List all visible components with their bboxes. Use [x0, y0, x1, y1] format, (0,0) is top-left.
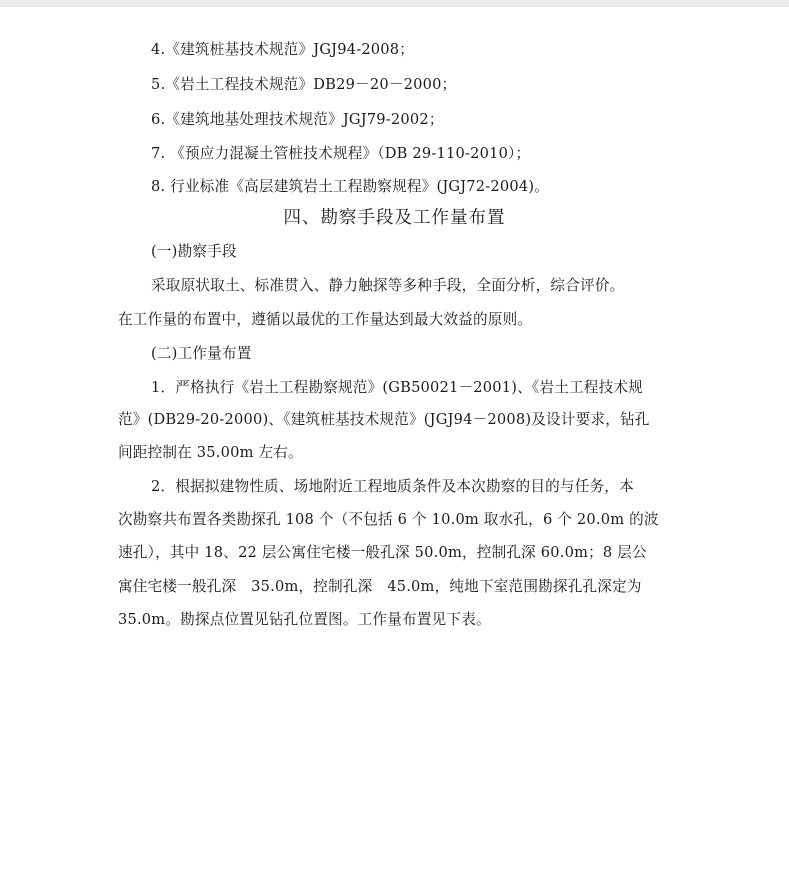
workload-para2-line-3: 速孔），其中 18、22 层公寓住宅楼一般孔深 50.0m，控制孔深 60.0m；8 层公: [118, 544, 647, 561]
workload-para2-line-4: 寓住宅楼一般孔深 35.0m，控制孔深 45.0m，纯地下室范围勘探孔孔深定为: [118, 578, 642, 595]
workload-para2-line-1: 2．根据拟建物性质、场地附近工程地质条件及本次勘察的目的与任务，本: [151, 478, 634, 495]
methods-line-1: 采取原状取土、标准贯入、静力触探等多种手段，全面分析，综合评价。: [151, 277, 625, 294]
reference-item-8: 8. 行业标准《高层建筑岩土工程勘察规程》(JGJ72-2004)。: [151, 178, 550, 195]
subsection-title-workload: (二)工作量布置: [151, 345, 252, 362]
reference-item-5: 5.《岩土工程技术规范》DB29－20－2000；: [151, 76, 457, 93]
reference-item-6: 6.《建筑地基处理技术规范》JGJ79-2002；: [151, 111, 444, 128]
reference-item-7: 7. 《预应力混凝土管桩技术规程》（DB 29-110-2010）；: [151, 145, 531, 162]
reference-item-4: 4.《建筑桩基技术规范》JGJ94-2008；: [151, 41, 415, 58]
subsection-title-methods: (一)勘察手段: [151, 243, 237, 260]
workload-para2-line-2: 次勘察共布置各类勘探孔 108 个（不包括 6 个 10.0m 取水孔，6 个 20.0m 的波: [118, 511, 659, 528]
workload-para1-line-1: 1．严格执行《岩土工程勘察规范》(GB50021－2001)、《岩土工程技术规: [151, 379, 643, 396]
workload-para1-line-2: 范》(DB29-20-2000)、《建筑桩基技术规范》(JGJ94－2008)及设计要求，钻孔: [118, 411, 650, 428]
workload-para2-line-5: 35.0m。勘探点位置见钻孔位置图。工作量布置见下表。: [118, 611, 491, 628]
methods-line-2: 在工作量的布置中，遵循以最优的工作量达到最大效益的原则。: [118, 311, 533, 328]
workload-para1-line-3: 间距控制在 35.00m 左右。: [118, 444, 303, 461]
section-heading: 四、勘察手段及工作量布置: [283, 208, 506, 228]
